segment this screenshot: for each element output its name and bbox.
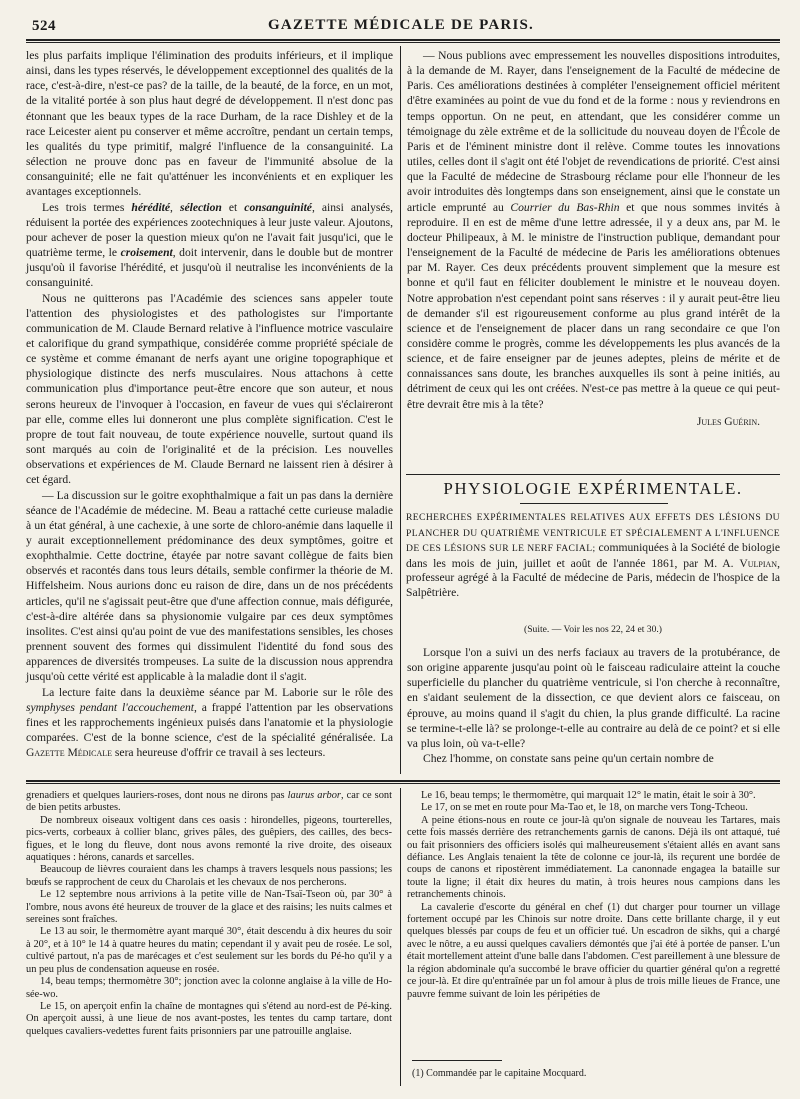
left-paragraph-4: — La discussion sur le goitre exophthalmique a fait un pas dans la dernière séance de l'Académie de médecine. M. Beau a rattaché cette curieuse maladie à un état général, à une cachexie, à une sorte de chloro-anémie dans laquelle il y aurait exceptionnellement prédominance des deux symptômes, goitre et exophthalmie. Cette doctrine, étayée par notre savant collègue de faits bien observés et racontés dans tous leurs détails, semble confirmer la théorie de M. Hiffelsheim. Nous aurions donc eu raison de dire, dans un de nos précédents articles, qu'il ne s'agissait peut-être que d'une affection connue, mais défigurée, c'est-à-dire altérée dans sa physionomie vulgaire par ces deux symptômes insolites. C'est ainsi qu'au point de vue des manifestations sensibles, les choses prennent souvent des formes qui dissimulent l'identité du fond sous des apparences de diversités trompeuses. La suite de la discussion nous apprendra jusqu'où cette vérité est applicable à la maladie dont il s'agit. [26,488,393,684]
section-title-underline [520,503,668,504]
footnote-rule [412,1060,502,1061]
bottom-right-paragraph-2: Le 17, on se met en route pour Ma-Tao et, le 18, on marche vers Tong-Tcheou. [421,802,748,814]
left-paragraph-5: La lecture faite dans la deuxième séance par M. Laborie sur le rôle des symphyses pendant l'accouchement, a frappé l'attention par les observations fines et les rapprochements ingénieux puisés dans l'anatomie et la physiologie comparées. C'est de la bonne science, c'est de la spécialité généralisée. La Gazette Médicale sera heureuse d'offrir ce travail à ses lecteurs. [26,685,393,760]
feuilleton-rule-thin [26,783,780,784]
bottom-right-paragraph-4: La cavalerie d'escorte du général en chef (1) dut charger pour tourner un village fortement occupé par les Chinois sur notre droite. Dans cette brillante charge, il y eut quelques blessés par coups de feu et un officier tué. Un escadron de sikhs, qui a chargé avec le nôtre, a eu aussi quelques cavaliers démontés que j'ai été à portée de panser. L'un était mortellement atteint d'une balle dans l'abdomen. C'est pareillement à une blessure de la région abdominale qu'a succombé le brave officier du quartier général qu'on a regretté ce jour-là. Et dire qu'entraînée par un fol amour à plus de trois mille lieues de France, une pauvre femme suivant de loin les péripéties de [407,901,780,1000]
term-consanguinite: consanguinité [244,200,312,214]
section-title: PHYSIOLOGIE EXPÉRIMENTALE. [443,479,743,498]
bottom-right-paragraph-1: Le 16, beau temps; le thermomètre, qui marquait 12° le matin, était le soir à 30°. [421,790,756,801]
suite-note: (Suite. — Voir les nos 22, 24 et 30.) [524,624,662,635]
section-rule-top [406,474,780,475]
right-paragraph-3: Chez l'homme, on constate sans peine qu'un certain nombre de [423,752,714,766]
right-paragraph-2: Lorsque l'on a suivi un des nerfs faciaux au travers de la protubérance, de son origine apparente jusqu'au point où le faisceau radiculaire atteint la couche superficielle du plancher du quatrième ventricule, si l'on cherche à reconnaître, en s'aidant seulement de la dissection, ce que devient alors ce faisceau, on éprouve, au moins quand il s'agit du chien, la plus grande difficulté. La racine se termine-t-elle là? se prolonge-t-elle au contraire au delà de ce point? et si elle va plus loin, où va-t-elle? [407,646,780,750]
bottom-left-paragraph-7: Le 15, on aperçoit enfin la chaîne de montagnes qui s'étend au nord-est de Pé-king. On aperçoit aussi, à une lieue de nos avant-postes, les tentes du camp tartare, dont quelques cavaliers-vedettes furent faits prisonniers par une patrouille anglaise. [26,1000,392,1037]
bottom-right-paragraph-3: A peine étions-nous en route ce jour-là qu'on signale de nouveau les Tartares, mais cette fois massés derrière des retranchements garnis de canons. Déjà ils ont attaqué, tué ou fait prisonniers des officiers isolés qui malheureusement s'étaient allés en avant sans défiance. Les Anglais tenaient la tête de colonne ce jour-là, ils reçurent une bordée de coups de canons et ripostèrent immédiatement. La canonnade engagea la bataille sur toute la ligne; il était dix heures du matin, à trois heures nous campions dans les retranchements chinois. [407,814,780,901]
bottom-left-paragraph-1: grenadiers et quelques lauriers-roses, dont nous ne dirons pas laurus arbor, car ce sont de bien petits arbustes. [26,790,392,814]
page-number: 524 [32,18,56,34]
author-name: Vulpian [739,556,778,570]
column-divider-bottom [400,788,401,1086]
term-selection: sélection [179,200,222,214]
left-paragraph-1: les plus parfaits implique l'élimination des produits inférieurs, et il implique ainsi, dans les types réservés, le développement exceptionnel des qualités de la race, c'est-à-dire, n'est-ce pas? de la taille, de la beauté, de la force, en un mot, de la vitalité portée à son plus haut degré de développement. Il n'est donc pas étonnant que les beaux types de la race Durham, de la race Dishley et de la race Leicester aient pu conserver et même accroître, pendant un certain temps, les qualités du type primitif, malgré l'influence de la consanguinité. La sélection ne prouve donc pas en faveur de l'immunité absolue de la consanguinité; elle ne fait qu'atténuer les inconvénients et en expliquer les avantages exceptionnels. [26,49,393,199]
feuilleton-rule [26,780,780,782]
term-heredite: hérédité [131,200,171,214]
column-divider-top [400,46,401,774]
left-paragraph-3: Nous ne quitterons pas l'Académie des sciences sans appeler toute l'attention des physiologistes et des pathologistes sur l'importante communication de M. Claude Bernard relative à l'influence motrice vasculaire et calorifique du grand sympathique, considérée comme propriété spéciale de ce système et comme émanant de nerfs ayant une origine topographique et physiologique distincte des nerfs musculaires. Nous attachons à cette communication plus d'importance peut-être encore que son auteur, et nous serons heureux de l'invoquer à l'occasion, en faveur de vues qui s'éclaireront par elle, comme elles lui donneront une plus complète signification. C'est le propre de tout fait nouveau, de toute expérience nouvelle, surtout quand ils sont marqués au coin de l'originalité et de la précision. Les nouvelles observations et expériences de M. Claude Bernard ne laissent rien à désirer à cet égard. [26,291,393,487]
bottom-right-column [407,790,780,1001]
signature: Jules Guérin. [696,414,760,428]
bottom-left-paragraph-5: Le 13 au soir, le thermomètre ayant marqué 30°, était descendu à dix heures du soir à 20°, et à 10° le 14 à quatre heures du matin; cependant il y avait peu de rosée. Le sol, cultivé partout, n'a pas de marécages et c'est seulement sur les bords du Pé-ho qu'il y a un peu plus de condensation aqueuse en rosée. [26,926,392,975]
right-column [407,48,780,429]
left-paragraph-2: Les trois termes hérédité, sélection et consanguinité, ainsi analysés, réduisent la portée des expériences zootechniques à leur juste valeur. Ajoutons, pour achever de poser la question mieux qu'on ne l'avait fait jusqu'ici, que le quatrième terme, le croisement, doit intervenir, dans le double but de montrer jusqu'où il favorise l'hérédité, et jusqu'où il neutralise les inconvénients de la consanguinité. [26,200,394,290]
journal-name-inline: Gazette Médicale [26,746,113,760]
bottom-left-paragraph-6: 14, beau temps; thermomètre 30°; jonction avec la colonne anglaise à la ville de Ho-sée-wo. [26,976,392,1000]
term-laurus-arbor: laurus arbor [287,790,341,801]
left-column [26,48,393,760]
bottom-left-paragraph-2: De nombreux oiseaux voltigent dans ces oasis : hirondelles, pigeons, tourterelles, pics-verts, corbeaux à collier blanc, grives pâles, des guêpiers, des cailles, des becs-figues, et le long du fleuve, dont nous avons remonté la rive droite, des oiseaux aquatiques : hérons, canards et sarcelles. [26,814,392,864]
term-croisement: croisement [120,246,173,260]
bottom-left-paragraph-4: Le 12 septembre nous arrivions à la petite ville de Nan-Tsaï-Tseon où, par 30° à l'ombre, nous avons été heureux de trouver de la glace et des raisins; les nuits calmes et sereines sont fraîches. [26,889,392,926]
right-paragraph-1: — Nous publions avec empressement les nouvelles dispositions introduites, à la demande de M. Rayer, dans l'enseignement de la Faculté de médecine de Paris. Ces améliorations destinées à compléter l'enseignement officiel méritent d'être examinées au point de vue du fond et de la forme : nous y reviendrons en temps opportun. On ne peut, en attendant, que les considérer comme un témoignage du zèle extrême et de la sollicitude du nouveau doyen de l'École de Paris et de l'éminent ministre dont il relève. Comme toutes les innovations utiles, celles dont il s'agit ont été l'objet de revendications de priorité. C'est ainsi que la Faculté de médecine de Strasbourg réclame pour elle l'honneur de les avoir introduites dès longtemps dans son enseignement, ainsi que le constate un article emprunté au Courrier du Bas-Rhin et que nous sommes invités à reproduire. Il en est de même d'une lettre adressée, il y a deux ans, par M. le docteur Philipeaux, à M. le ministre de l'instruction publique, demandant pour l'enseignement de la Faculté de médecine de Paris les améliorations obtenues par M. Rayer. Ces deux précédents prouvent simplement que la mesure est bonne et qu'il faut en féliciter doublement le ministre et le nouveau doyen. Notre approbation n'est cependant point sans réserves : il y aurait peut-être lieu de demander s'il est rigoureusement conforme au plus grand intérêt de la science et de l'enseignement de placer dans un rang secondaire ce que l'on considère comme le progrès, comme les développements les plus avancés de la science, et de faire enseigner par de jeunes adeptes, pleins de mérite et de connaissances sans doute, les branches auxquelles ils sont à peine initiés, au détriment de ceux qui les ont créées. N'est-ce pas mettre à la queue ce qui peut-être devrait être mis à la tête? [407,49,780,411]
right-column-lower [407,645,780,766]
header-rule [26,39,780,41]
page-header [26,14,776,38]
term-symphyses: symphyses pendant l'accouchement [26,700,195,714]
journal-title: GAZETTE MÉDICALE DE PARIS. [268,17,534,33]
bottom-left-paragraph-3: Beaucoup de lièvres couraient dans les champs à travers lesquels nous passions; les bœufs se rapprochent de ceux du Charolais et les chevaux de nos percherons. [26,864,392,888]
research-heading: RECHERCHES EXPÉRIMENTALES RELATIVES AUX EFFETS DES LÉSIONS DU PLANCHER DU QUATRIÈME VENTRICULE ET SPÉCIALEMENT A L'INFLUENCE DE CES LÉSIONS SUR LE NERF FACIAL; communiquées à la Société de biologie dans les mois de juin, juillet et août de l'année 1861, par M. A. Vulpian, professeur agrégé à la Faculté de médecine de Paris, médecin de l'hospice de la Salpêtrière. [406,512,780,599]
courrier-du-bas-rhin: Courrier du Bas-Rhin [510,200,620,214]
footnote: (1) Commandée par le capitaine Mocquard. [412,1068,587,1079]
bottom-left-column [26,790,392,1038]
header-rule-thin [26,42,780,43]
